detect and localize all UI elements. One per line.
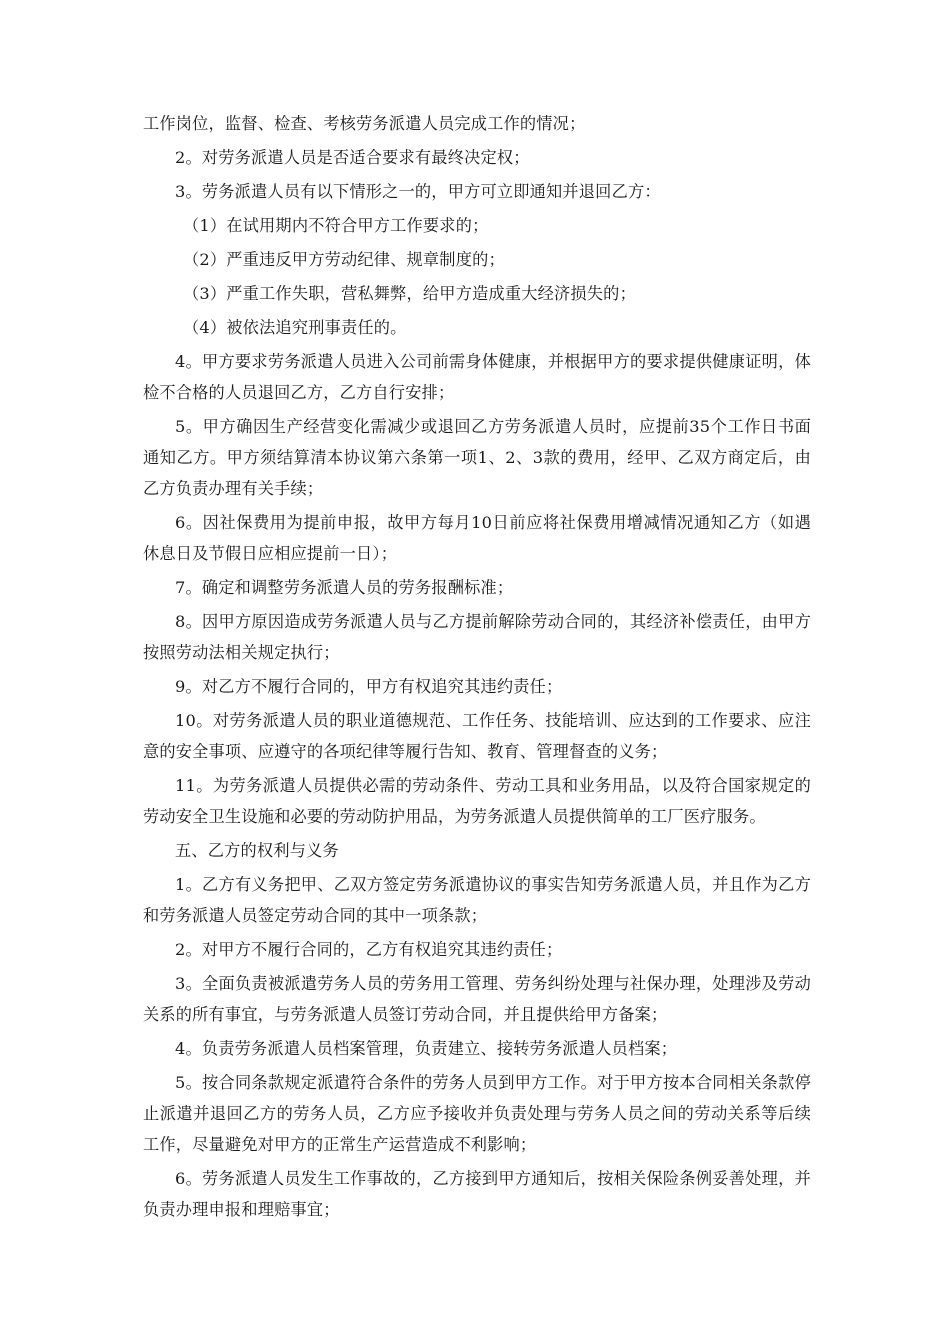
paragraph: 8。因甲方原因造成劳务派遣人员与乙方提前解除劳动合同的，其经济补偿责任，由甲方按照劳动法相关规定执行； [143, 612, 811, 662]
list-item: （1）在试用期内不符合甲方工作要求的； [183, 216, 489, 235]
paragraph: 7。确定和调整劳务派遣人员的劳务报酬标准； [175, 578, 514, 597]
paragraph: 2。对甲方不履行合同的，乙方有权追究其违约责任； [175, 940, 563, 959]
paragraph: 3。劳务派遣人员有以下情形之一的，甲方可立即通知并退回乙方： [175, 182, 661, 201]
paragraph: 2。对劳务派遣人员是否适合要求有最终决定权； [175, 148, 530, 167]
paragraph: 5。按合同条款规定派遣符合条件的劳务人员到甲方工作。对于甲方按本合同相关条款停止派遣并退回乙方的劳务人员，乙方应予接收并负责处理与劳务人员之间的劳动关系等后续工作，尽量避免对甲方的正常生产运营造成不利影响； [143, 1073, 811, 1154]
paragraph: 6。劳务派遣人员发生工作事故的，乙方接到甲方通知后，按相关保险条例妥善处理，并负责办理申报和理赔事宜； [143, 1169, 811, 1219]
paragraph: 9。对乙方不履行合同的，甲方有权追究其违约责任； [175, 677, 563, 696]
list-item: （3）严重工作失职，营私舞弊，给甲方造成重大经济损失的； [183, 284, 636, 303]
list-item: （2）严重违反甲方劳动纪律、规章制度的； [183, 250, 505, 269]
paragraph: 1。乙方有义务把甲、乙双方签定劳务派遣协议的事实告知劳务派遣人员，并且作为乙方和劳务派遣人员签定劳动合同的其中一项条款； [143, 875, 811, 925]
section-heading: 五、乙方的权利与义务 [175, 841, 339, 860]
paragraph: 3。全面负责被派遣劳务人员的劳务用工管理、劳务纠纷处理与社保办理，处理涉及劳动关系的所有事宜，与劳务派遣人员签订劳动合同，并且提供给甲方备案； [143, 974, 811, 1024]
paragraph: 10。对劳务派遣人员的职业道德规范、工作任务、技能培训、应达到的工作要求、应注意的安全事项、应遵守的各项纪律等履行告知、教育、管理督查的义务； [143, 711, 811, 761]
paragraph: 5。甲方确因生产经营变化需减少或退回乙方劳务派遣人员时，应提前35个工作日书面通知乙方。甲方须结算清本协议第六条第一项1、2、3款的费用，经甲、乙双方商定后，由乙方负责办理有关手续； [143, 417, 811, 498]
paragraph: 4。负责劳务派遣人员档案管理，负责建立、接转劳务派遣人员档案； [175, 1039, 678, 1058]
paragraph: 11。为劳务派遣人员提供必需的劳动条件、劳动工具和业务用品，以及符合国家规定的劳动安全卫生设施和必要的劳动防护用品，为劳务派遣人员提供简单的工厂医疗服务。 [143, 776, 811, 826]
document-body [143, 108, 811, 1228]
paragraph: 6。因社保费用为提前申报，故甲方每月10日前应将社保费用增减情况通知乙方（如遇休息日及节假日应相应提前一日）； [143, 513, 811, 563]
paragraph: 4。甲方要求劳务派遣人员进入公司前需身体健康，并根据甲方的要求提供健康证明，体检不合格的人员退回乙方，乙方自行安排； [143, 352, 811, 402]
list-item: （4）被依法追究刑事责任的。 [183, 318, 407, 337]
paragraph: 工作岗位，监督、检查、考核劳务派遣人员完成工作的情况； [143, 114, 586, 133]
